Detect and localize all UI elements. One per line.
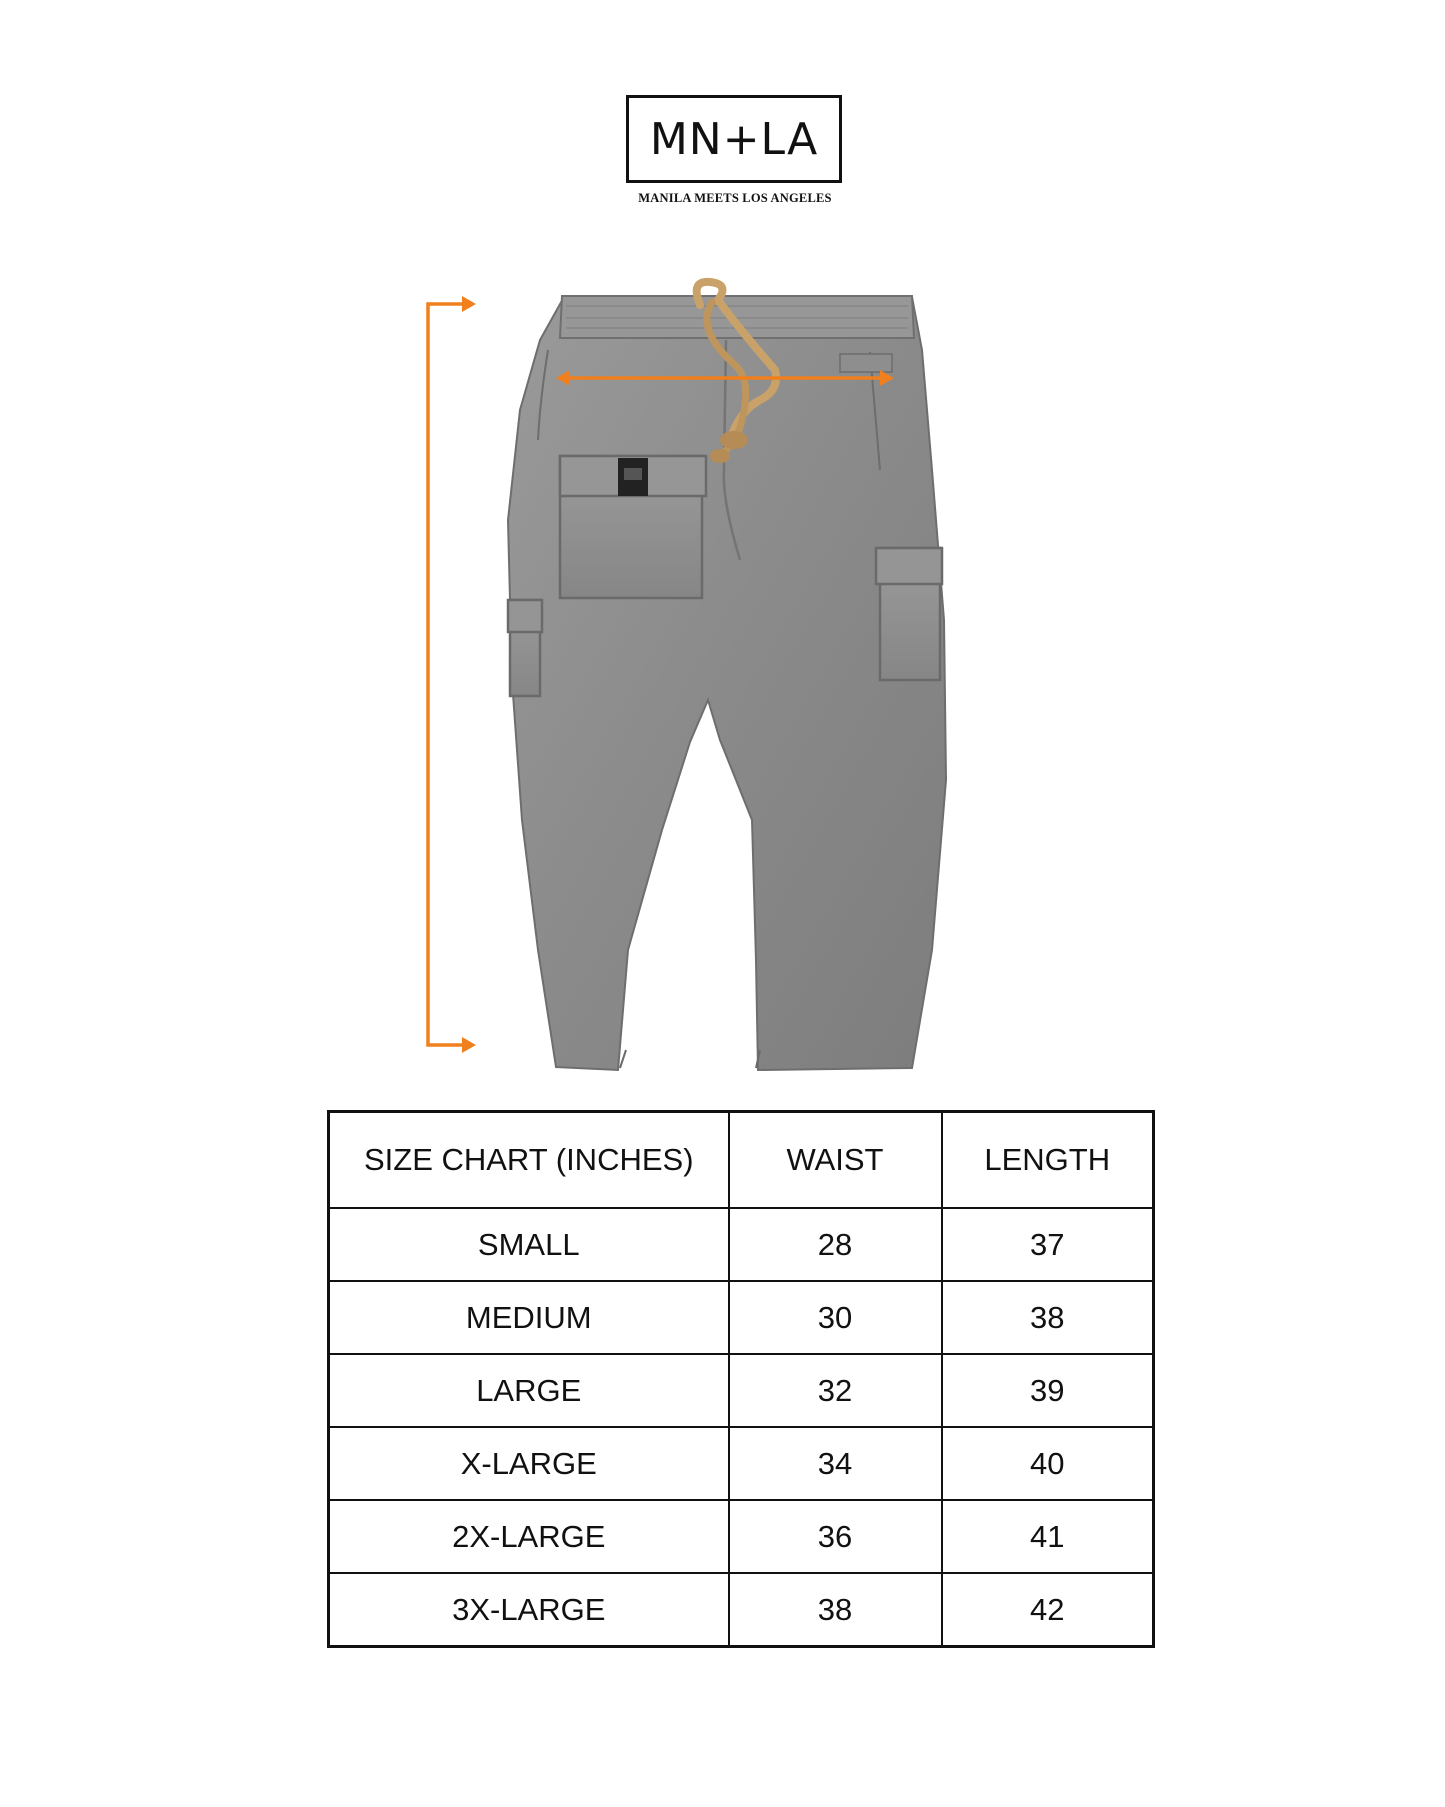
- table-header-row: [329, 1112, 1154, 1209]
- waist-cell: 28: [729, 1208, 942, 1281]
- waist-cell: 32: [729, 1354, 942, 1427]
- table-row: [329, 1427, 1154, 1500]
- logo-text: MN+LA: [649, 113, 819, 165]
- size-cell: 2X-LARGE: [329, 1500, 729, 1573]
- size-chart-table: [327, 1110, 1155, 1648]
- header-size-chart: SIZE CHART (INCHES): [329, 1112, 729, 1209]
- length-measurement-arrow: [428, 296, 476, 1053]
- waist-cell: 30: [729, 1281, 942, 1354]
- size-cell: X-LARGE: [329, 1427, 729, 1500]
- size-cell: 3X-LARGE: [329, 1573, 729, 1647]
- waist-cell: 38: [729, 1573, 942, 1647]
- length-cell: 38: [942, 1281, 1154, 1354]
- table-row: [329, 1354, 1154, 1427]
- table-row: [329, 1208, 1154, 1281]
- table-row: [329, 1573, 1154, 1647]
- pants-body: [508, 296, 946, 1070]
- length-cell: 41: [942, 1500, 1154, 1573]
- length-cell: 37: [942, 1208, 1154, 1281]
- size-cell: LARGE: [329, 1354, 729, 1427]
- table-row: [329, 1281, 1154, 1354]
- header-length: LENGTH: [942, 1112, 1154, 1209]
- header-waist: WAIST: [729, 1112, 942, 1209]
- length-cell: 42: [942, 1573, 1154, 1647]
- waist-cell: 36: [729, 1500, 942, 1573]
- brand-tagline: MANILA MEETS LOS ANGELES: [638, 191, 832, 205]
- waist-cell: 34: [729, 1427, 942, 1500]
- table-row: [329, 1500, 1154, 1573]
- side-cargo-pocket-left: [508, 600, 542, 696]
- side-cargo-pocket-right: [876, 548, 942, 680]
- length-cell: 40: [942, 1427, 1154, 1500]
- length-cell: 39: [942, 1354, 1154, 1427]
- size-cell: SMALL: [329, 1208, 729, 1281]
- front-cargo-pocket: [560, 456, 706, 598]
- size-cell: MEDIUM: [329, 1281, 729, 1354]
